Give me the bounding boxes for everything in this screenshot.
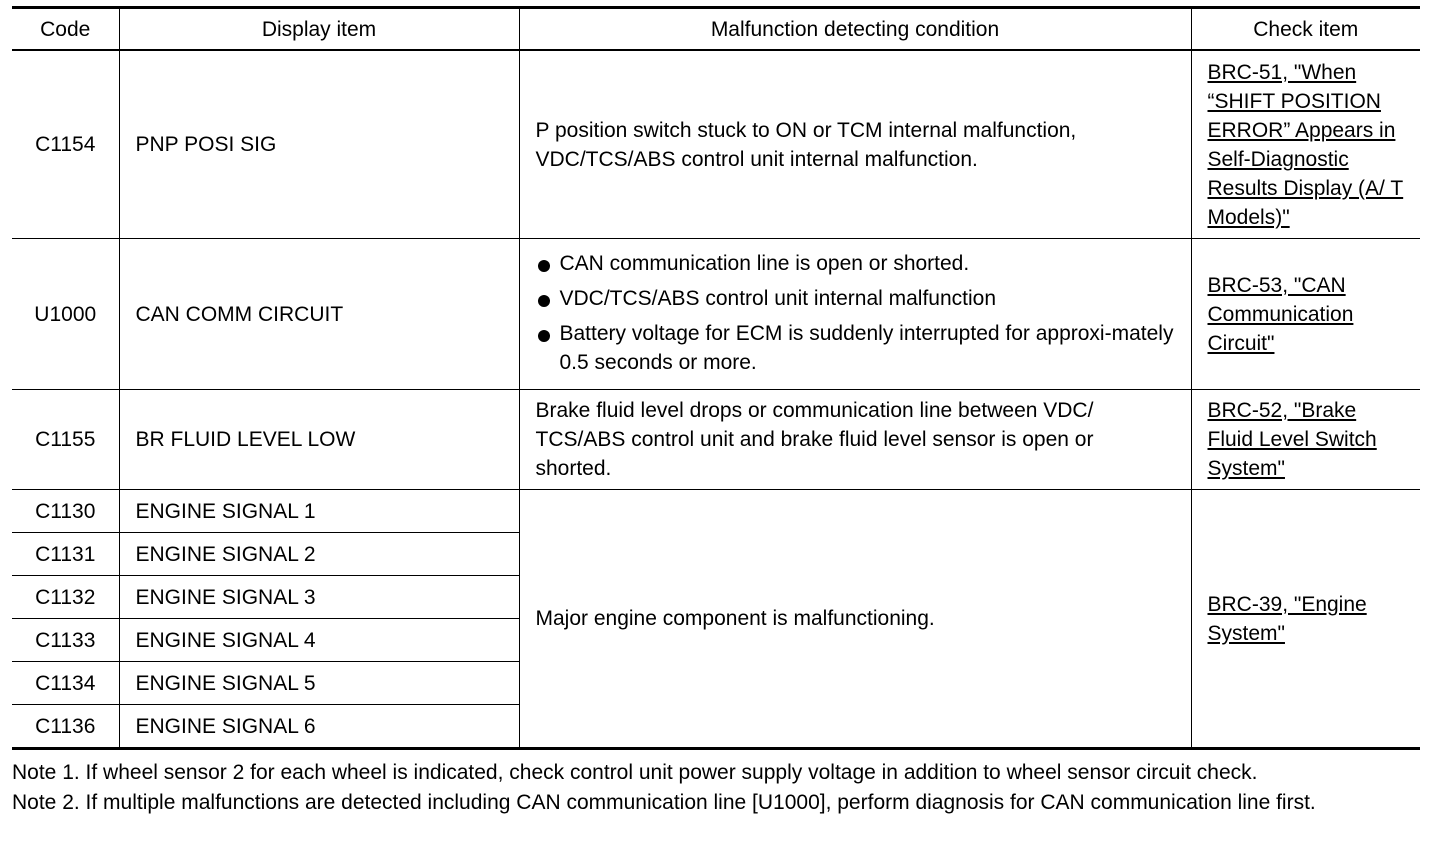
display-item-cell: BR FLUID LEVEL LOW (119, 390, 519, 490)
code-cell: C1134 (12, 662, 119, 705)
code-cell: C1131 (12, 533, 119, 576)
code-cell: C1133 (12, 619, 119, 662)
self-diagnostic-table (12, 6, 1420, 750)
display-item-cell: ENGINE SIGNAL 1 (119, 490, 519, 533)
check-item-cell (1191, 50, 1420, 239)
condition-bullet: VDC/TCS/ABS control unit internal malfunction (536, 284, 1175, 313)
condition-cell: P position switch stuck to ON or TCM internal malfunction, VDC/TCS/ABS control unit internal malfunction. (519, 50, 1191, 239)
check-item-cell (1191, 390, 1420, 490)
code-cell: C1155 (12, 390, 119, 490)
table-row (12, 239, 1420, 390)
notes-section (12, 758, 1420, 818)
display-item-cell: CAN COMM CIRCUIT (119, 239, 519, 390)
display-item-cell: ENGINE SIGNAL 4 (119, 619, 519, 662)
condition-bullet: CAN communication line is open or shorted. (536, 249, 1175, 278)
code-cell: C1132 (12, 576, 119, 619)
code-cell: U1000 (12, 239, 119, 390)
header-check-item: Check item (1191, 8, 1420, 51)
header-row (12, 8, 1420, 51)
condition-cell (519, 239, 1191, 390)
diagnostic-sheet (12, 6, 1420, 818)
check-item-cell (1191, 239, 1420, 390)
check-item-link[interactable]: BRC-51, "When “SHIFT POSITION ERROR” Appears in Self-Diagnostic Results Display (A/ T Models)" (1207, 60, 1404, 229)
code-cell: C1154 (12, 50, 119, 239)
display-item-cell: ENGINE SIGNAL 3 (119, 576, 519, 619)
note-2: Note 2. If multiple malfunctions are detected including CAN communication line [U1000], perform diagnosis for CAN communication line first. (12, 791, 1316, 814)
check-item-link[interactable]: BRC-52, "Brake Fluid Level Switch System" (1207, 399, 1377, 480)
condition-bullet-list (536, 249, 1175, 377)
header-malfunction-condition: Malfunction detecting condition (519, 8, 1191, 51)
check-item-link[interactable]: BRC-39, "Engine System" (1207, 592, 1367, 645)
header-display-item: Display item (119, 8, 519, 51)
table-row (12, 490, 1420, 533)
header-code: Code (12, 8, 119, 51)
engine-check-item-cell (1191, 490, 1420, 749)
note-1: Note 1. If wheel sensor 2 for each wheel is indicated, check control unit power supply voltage in addition to wheel sensor circuit check. (12, 761, 1258, 784)
code-cell: C1136 (12, 705, 119, 749)
table-row (12, 390, 1420, 490)
display-item-cell: ENGINE SIGNAL 6 (119, 705, 519, 749)
table-row (12, 50, 1420, 239)
display-item-cell: ENGINE SIGNAL 2 (119, 533, 519, 576)
code-cell: C1130 (12, 490, 119, 533)
condition-bullet: Battery voltage for ECM is suddenly interrupted for approxi-mately 0.5 seconds or more. (536, 319, 1175, 377)
condition-cell: Brake fluid level drops or communication line between VDC/ TCS/ABS control unit and brake fluid level sensor is open or shorted. (519, 390, 1191, 490)
check-item-link[interactable]: BRC-53, "CAN Communication Circuit" (1207, 273, 1354, 355)
display-item-cell: ENGINE SIGNAL 5 (119, 662, 519, 705)
display-item-cell: PNP POSI SIG (119, 50, 519, 239)
engine-condition-cell: Major engine component is malfunctioning. (519, 490, 1191, 749)
